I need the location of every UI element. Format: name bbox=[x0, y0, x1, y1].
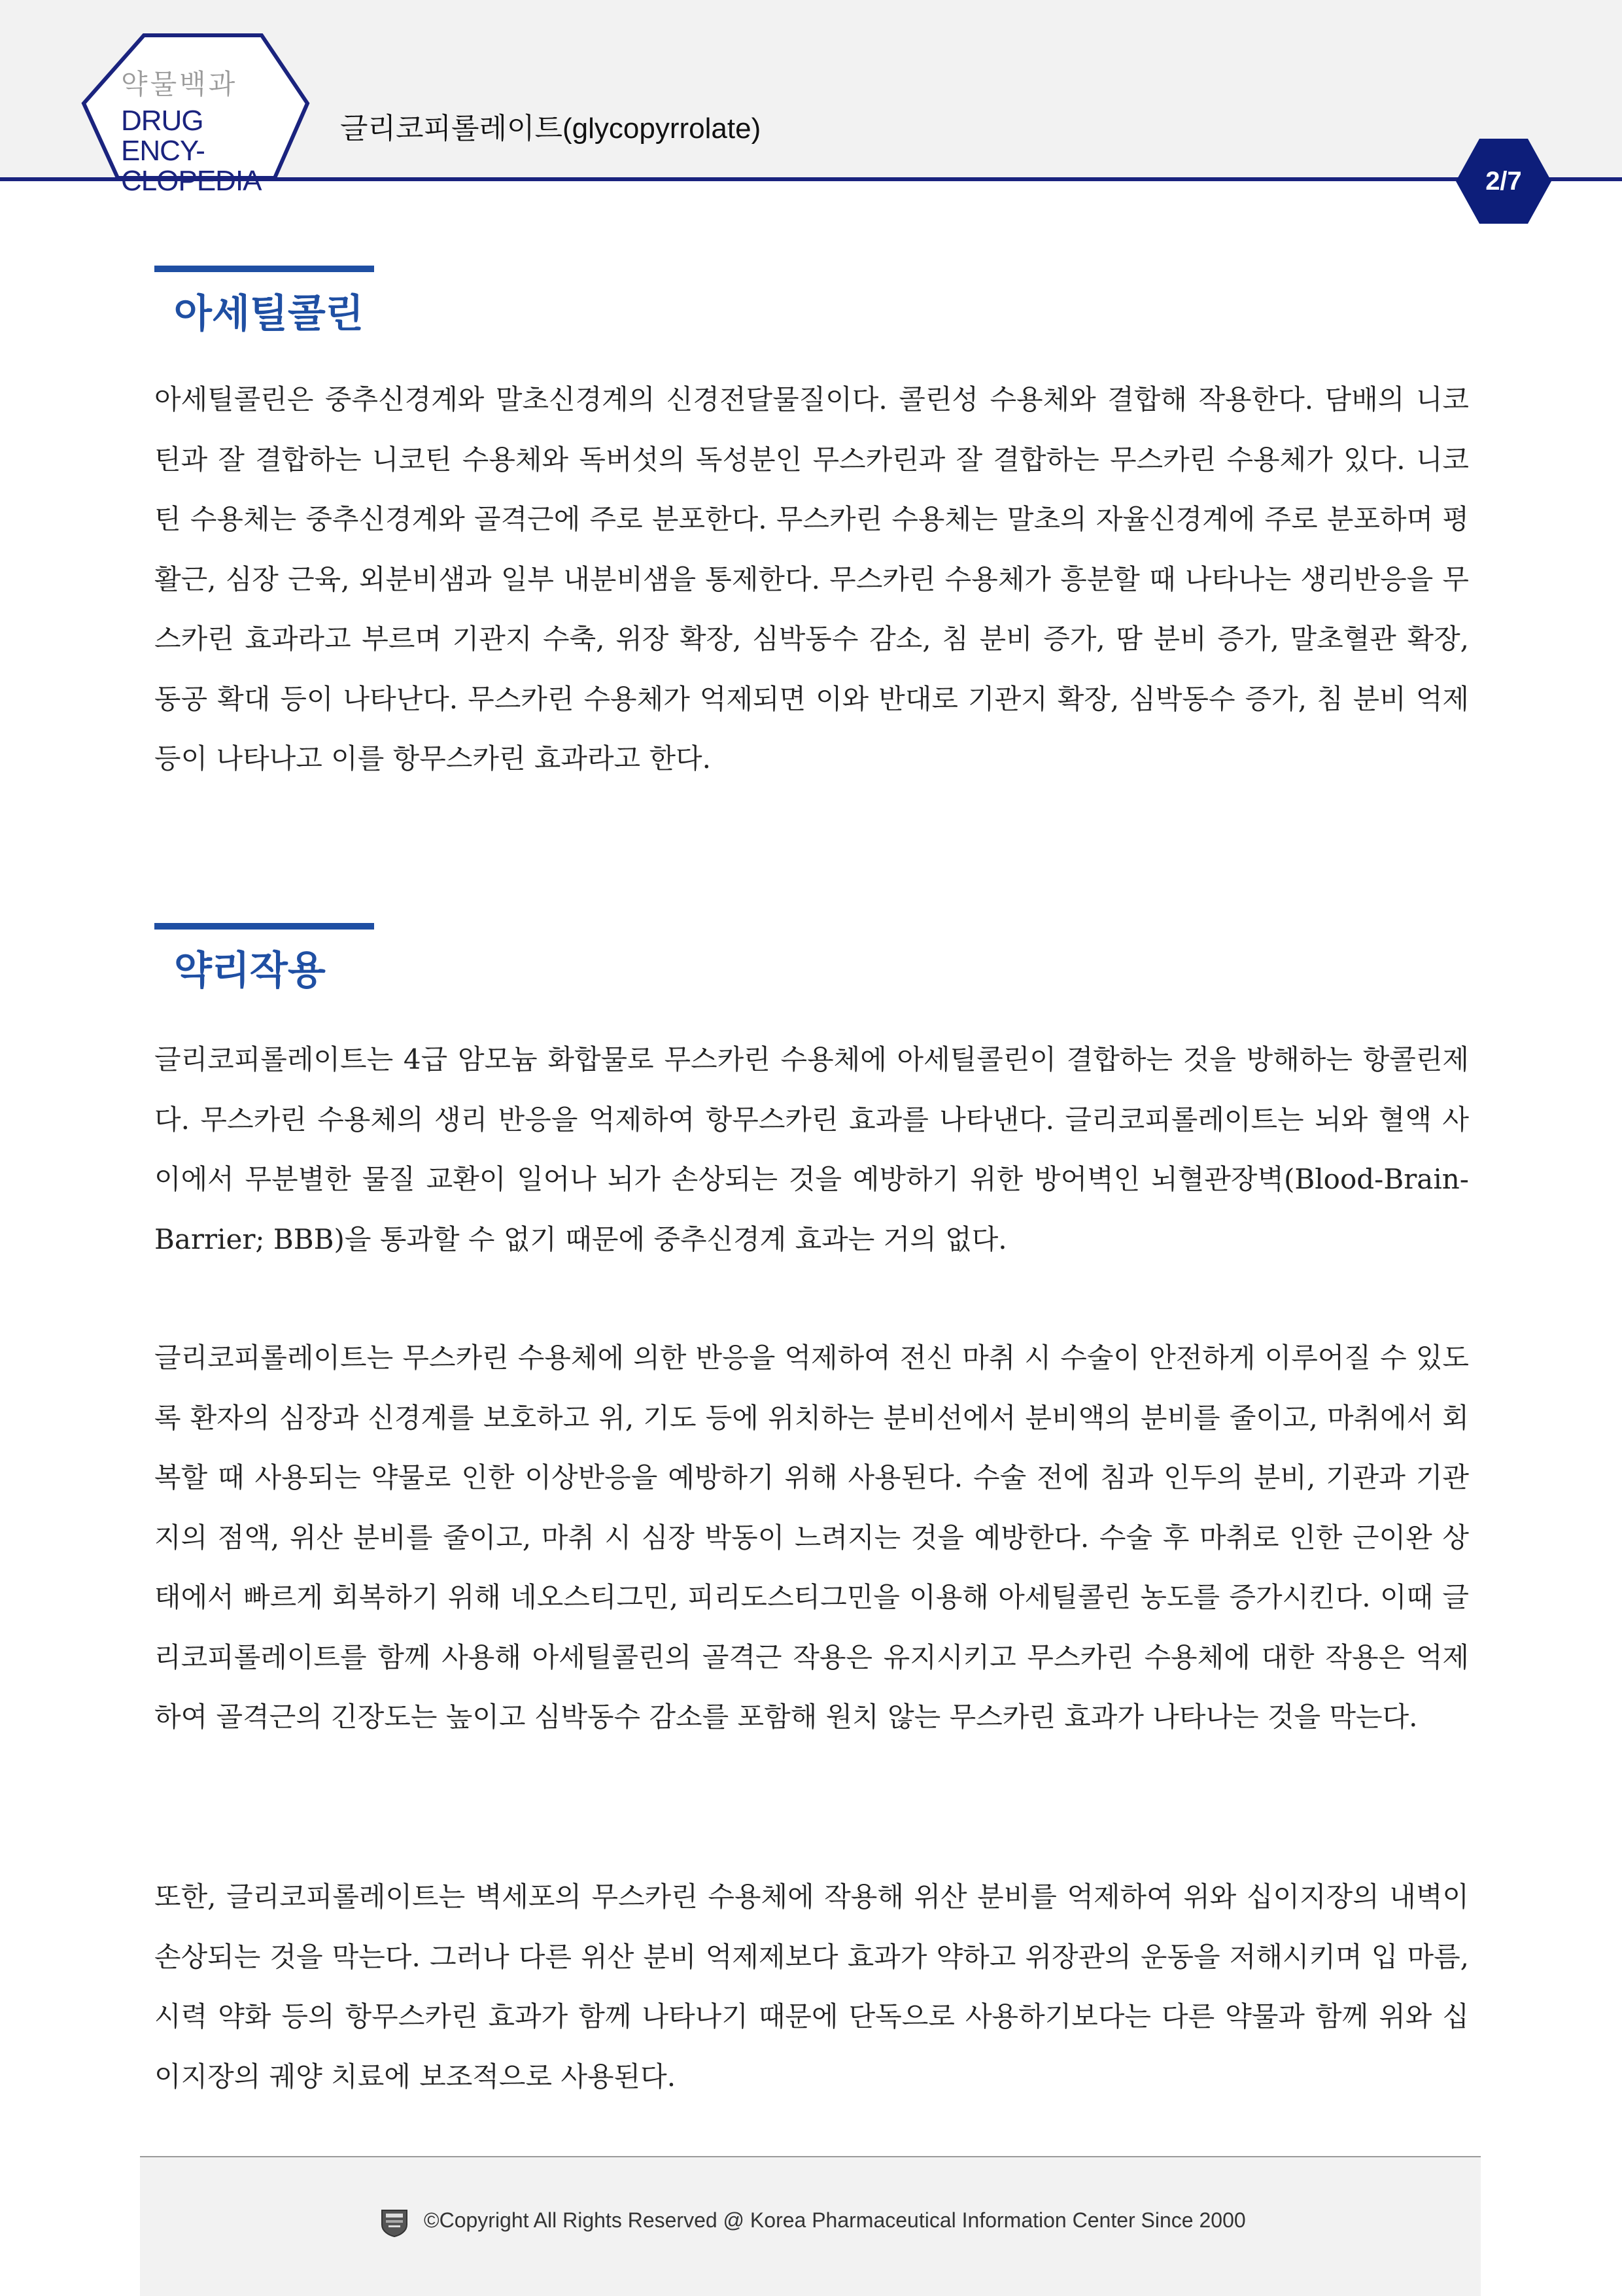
paragraph-pharmacology-1: 글리코피롤레이트는 4급 암모늄 화합물로 무스카린 수용체에 아세틸콜린이 결합하는 것을 방해하는 항콜린제다. 무스카린 수용체의 생리 반응을 억제하여 항무스카린 효과를 나타낸다. 글리코피롤레이트는 뇌와 혈액 사이에서 무분별한 물질 교환이 일어나 뇌가 손상되는 것을 예방하기 위한 방어벽인 뇌혈관장벽(Blood-Brain-Barrier; BBB)을 통과할 수 없기 때문에 중추신경계 효과는 거의 없다. bbox=[154, 1043, 1469, 1255]
paragraph-pharmacology-2: 글리코피롤레이트는 무스카린 수용체에 의한 반응을 억제하여 전신 마취 시 수술이 안전하게 이루어질 수 있도록 환자의 심장과 신경계를 보호하고 위, 기도 등에 위치하는 분비선에서 분비액의 분비를 줄이고, 마취에서 회복할 때 사용되는 약물로 인한 이상반응을 예방하기 위해 사용된다. 수술 전에 침과 인두의 분비, 기관과 기관지의 점액, 위산 분비를 줄이고, 마취 시 심장 박동이 느려지는 것을 예방한다. 수술 후 마취로 인한 근이완 상태에서 빠르게 회복하기 위해 네오스티그민, 피리도스티그민을 이용해 아세틸콜린 농도를 증가시킨다. 이때 글리코피롤레이트를 함께 사용해 아세틸콜린의 골격근 작용은 유지시키고 무스카린 수용체에 대한 작용은 억제하여 골격근의 긴장도는 높이고 심박동수 감소를 포함해 원치 않는 무스카린 효과가 나타나는 것을 막는다. bbox=[154, 1342, 1469, 1733]
footer-copyright: ©Copyright All Rights Reserved @ Korea Pharmaceutical Information Center Since 2000 bbox=[424, 2208, 1246, 2232]
page-indicator: 2/7 bbox=[1485, 166, 1522, 196]
site-logo[interactable] bbox=[121, 71, 291, 196]
section-title-acetylcholine: 아세틸콜린 bbox=[174, 291, 364, 337]
section-title-pharmacology: 약리작용 bbox=[174, 948, 326, 994]
logo-english-line2: CLOPEDIA bbox=[121, 165, 262, 197]
section-accent-bar bbox=[154, 923, 374, 930]
logo-korean: 약물백과 bbox=[121, 69, 238, 99]
logo-english-line1: DRUG ENCY- bbox=[121, 105, 205, 167]
section-accent-bar bbox=[154, 266, 374, 272]
kpic-emblem-icon bbox=[379, 2208, 409, 2238]
paragraph-pharmacology-3: 또한, 글리코피롤레이트는 벽세포의 무스카린 수용체에 작용해 위산 분비를 억제하여 위와 십이지장의 내벽이 손상되는 것을 막는다. 그러나 다른 위산 분비 억제제보다 효과가 약하고 위장관의 운동을 저해시키며 입 마름, 시력 약화 등의 항무스카린 효과가 함께 나타나기 때문에 단독으로 사용하기보다는 다른 약물과 함께 위와 십이지장의 궤양 치료에 보조적으로 사용된다. bbox=[154, 1881, 1469, 2093]
paragraph-acetylcholine: 아세틸콜린은 중추신경계와 말초신경계의 신경전달물질이다. 콜린성 수용체와 결합해 작용한다. 담배의 니코틴과 잘 결합하는 니코틴 수용체와 독버섯의 독성분인 무스카린과 잘 결합하는 무스카린 수용체가 있다. 니코틴 수용체는 중추신경계와 골격근에 주로 분포한다. 무스카린 수용체는 말초의 자율신경계에 주로 분포하며 평활근, 심장 근육, 외분비샘과 일부 내분비샘을 통제한다. 무스카린 수용체가 흥분할 때 나타나는 생리반응을 무스카린 효과라고 부르며 기관지 수축, 위장 확장, 심박동수 감소, 침 분비 증가, 땀 분비 증가, 말초혈관 확장, 동공 확대 등이 나타난다. 무스카린 수용체가 억제되면 이와 반대로 기관지 확장, 심박동수 증가, 침 분비 억제 등이 나타나고 이를 항무스카린 효과라고 한다. bbox=[154, 383, 1469, 774]
document-title: 글리코피롤레이트(glycopyrrolate) bbox=[340, 113, 761, 145]
